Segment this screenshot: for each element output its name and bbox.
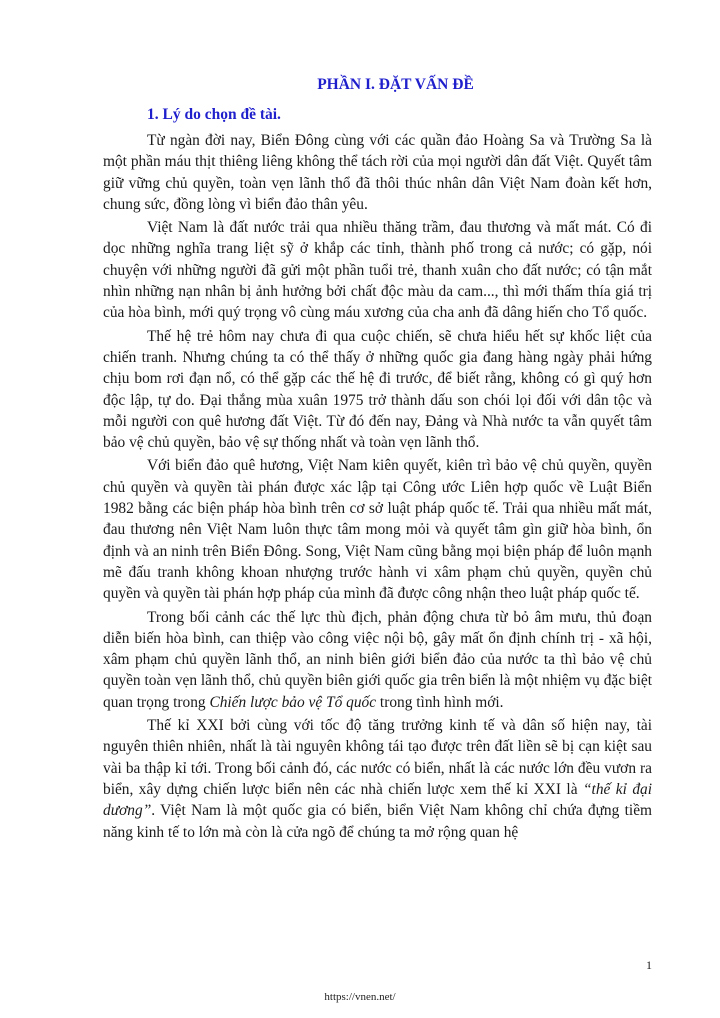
paragraph-6-italic: “thế kỉ đại dương” bbox=[103, 780, 652, 820]
paragraph-5 bbox=[103, 605, 652, 713]
page-number: 1 bbox=[646, 958, 652, 972]
part-heading: PHẦN I. ĐẶT VẤN ĐỀ bbox=[317, 76, 474, 93]
footer-url: https://vnen.net/ bbox=[324, 991, 396, 1003]
paragraph-5-italic: Chiến lược bảo vệ Tổ quốc bbox=[209, 693, 377, 711]
paragraph-6-text: Thế kỉ XXI bởi cùng với tốc độ tăng trưởng kinh tế và dân số hiện nay, tài nguyên thiên nhiên, nhất là tài nguyên không tái tạo được trên đất liền sẽ bị cạn kiệt sau vài ba thập kỉ tới. Trong bối cảnh đó, các nước có biển, nhất là các nước lớn đều vươn ra biển, xây dựng chiến lược biển nên các nhà chiến lược xem thế kỉ XXI là bbox=[103, 717, 652, 798]
paragraph-1: Từ ngàn đời nay, Biển Đông cùng với các quần đảo Hoàng Sa và Trường Sa là một phần máu thịt thiêng liêng không thể tách rời của mọi người dân đất Việt. Quyết tâm giữ vững chủ quyền, toàn vẹn lãnh thổ đã thôi thúc nhân dân Việt Nam đoàn kết hơn, chung sức, đồng lòng vì biển đảo thân yêu. bbox=[103, 132, 652, 213]
paragraph-6-tail: . Việt Nam là một quốc gia có biển, biển Việt Nam không chỉ chứa đựng tiềm năng kinh tế to lớn mà còn là cửa ngõ để chúng ta mở rộng quan hệ bbox=[103, 802, 652, 841]
section-title: 1. Lý do chọn đề tài. bbox=[147, 106, 281, 123]
paragraph-5-text: Trong bối cảnh các thế lực thù địch, phản động chưa từ bỏ âm mưu, thủ đoạn diễn biến hòa bình, can thiệp vào công việc nội bộ, gây mất ổn định chính trị - xã hội, xâm phạm chủ quyền lãnh thổ, an ninh biên giới biển đảo của nước ta thì bảo vệ chủ quyền toàn vẹn lãnh thổ, chủ quyền biên giới quốc gia trên biển là một nhiệm vụ đặc biệt quan trọng trong bbox=[103, 608, 652, 711]
paragraph-6 bbox=[103, 713, 652, 843]
document-page bbox=[103, 72, 652, 843]
paragraph-3: Thế hệ trẻ hôm nay chưa đi qua cuộc chiến, sẽ chưa hiểu hết sự khốc liệt của chiến tranh. Nhưng chúng ta có thể thấy ở những quốc gia đang hàng ngày phải hứng chịu bom rơi đạn nổ, có thể gặp các thế hệ đi trước, để biết rằng, không có gì quý hơn độc lập, tự do. Đại thắng mùa xuân 1975 trở thành dấu son chói lọi đối với dân tộc và mỗi người con quê hương đất Việt. Từ đó đến nay, Đảng và Nhà nước ta vẫn quyết tâm bảo vệ chủ quyền, bảo vệ sự thống nhất và toàn vẹn lãnh thổ. bbox=[103, 327, 652, 452]
paragraph-2: Việt Nam là đất nước trải qua nhiều thăng trầm, đau thương và mất mát. Có đi dọc những nghĩa trang liệt sỹ ở khắp các tỉnh, thành phố trong cả nước; có gặp, nói chuyện với những người đã gửi một phần tuổi trẻ, thanh xuân cho đất nước; có tận mắt nhìn những nạn nhân bị ảnh hưởng bởi chất độc màu da cam..., thì mới thấm thía giá trị của hòa bình, mới quý trọng vô cùng máu xương của cha anh đã dâng hiến cho Tổ quốc. bbox=[103, 219, 652, 322]
paragraph-5-tail: trong tình hình mới. bbox=[376, 693, 504, 711]
paragraph-4: Với biển đảo quê hương, Việt Nam kiên quyết, kiên trì bảo vệ chủ quyền, quyền chủ quyền và quyền tài phán được xác lập tại Công ước Liên hợp quốc về Luật Biển 1982 bằng các biện pháp hòa bình trên cơ sở luật pháp quốc tế. Trải qua nhiều mất mát, đau thương nên Việt Nam luôn thực tâm mong mỏi và quyết tâm gìn giữ hòa bình, ổn định và an ninh trên Biển Đông. Song, Việt Nam cũng bằng mọi biện pháp để luôn mạnh mẽ đấu tranh không khoan nhượng trước hành vi xâm phạm chủ quyền, quyền chủ quyền và quyền tài phán hợp pháp của mình đã được công nhận theo luật pháp quốc tế. bbox=[103, 457, 652, 603]
